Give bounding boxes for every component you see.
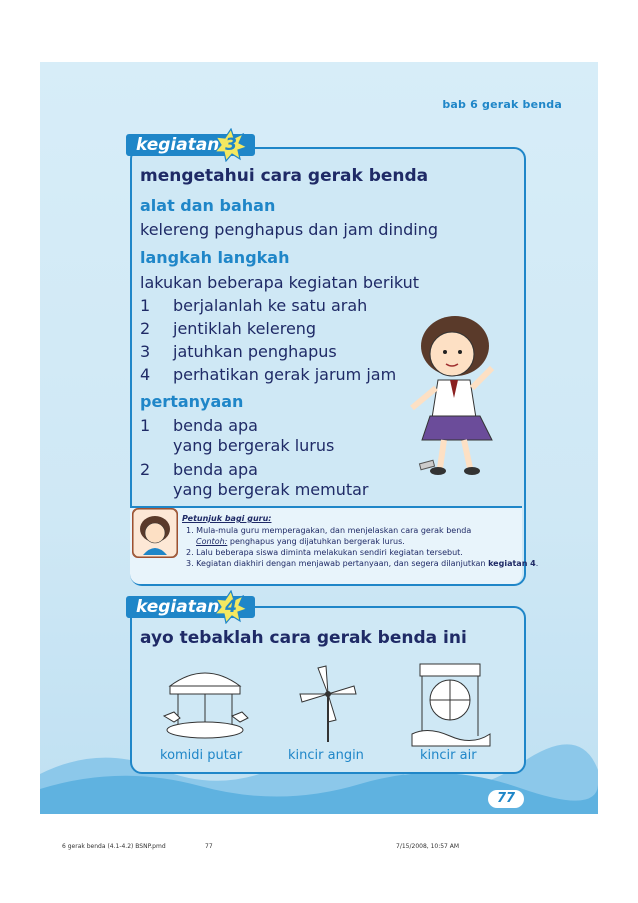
activity-3-title: mengetahui cara gerak benda [140, 166, 429, 186]
girl-illustration [400, 308, 510, 478]
materials-text: kelereng penghapus dan jam dinding [140, 220, 438, 239]
step-number: 2 [140, 319, 151, 338]
steps-intro: lakukan beberapa kegiatan berikut [140, 273, 420, 292]
activity-3-number: 3 [225, 135, 237, 155]
step-number: 1 [140, 296, 151, 315]
materials-heading: alat dan bahan [140, 196, 276, 215]
question-line: benda apa [173, 460, 258, 479]
caption-windmill: kincir angin [288, 748, 364, 763]
question-line: benda apa [173, 416, 258, 435]
questions-heading: pertanyaan [140, 392, 244, 411]
teacher-note-example-text: penghapus yang dijatuhkan bergerak lurus. [227, 537, 405, 546]
step-text: jentiklah kelereng [173, 319, 317, 338]
teacher-note-heading: Petunjuk bagi guru: [182, 514, 272, 523]
activity-4-number: 4 [225, 597, 237, 617]
question-line: yang bergerak lurus [173, 436, 335, 455]
activity-3-tag-label: kegiatan [136, 135, 220, 155]
steps-heading: langkah langkah [140, 248, 290, 267]
footer-file: 6 gerak benda (4.1-4.2) BSNP.pmd [62, 843, 166, 850]
teacher-note-item [186, 559, 538, 568]
footer-page: 77 [205, 843, 213, 850]
windmill-illustration [296, 664, 360, 744]
footer-date: 7/15/2008, 10:57 AM [396, 843, 460, 850]
teacher-note-item: 1. Mula-mula guru memperagakan, dan menjelaskan cara gerak benda [186, 526, 472, 535]
teacher-note-item: 2. Lalu beberapa siswa diminta melakukan sendiri kegiatan tersebut. [186, 548, 463, 557]
step-text: berjalanlah ke satu arah [173, 296, 368, 315]
step-number: 4 [140, 365, 151, 384]
question-line: yang bergerak memutar [173, 480, 369, 499]
caption-carousel: komidi putar [160, 748, 243, 763]
waterwheel-illustration [408, 656, 494, 748]
caption-waterwheel: kincir air [420, 748, 477, 763]
carousel-illustration [160, 660, 250, 742]
step-text: perhatikan gerak jarum jam [173, 365, 397, 384]
step-text: jatuhkan penghapus [173, 342, 337, 361]
page-number: 77 [488, 790, 524, 808]
teacher-note-example [196, 537, 405, 546]
step-number: 3 [140, 342, 151, 361]
question-number: 2 [140, 460, 151, 479]
question-number: 1 [140, 416, 151, 435]
activity-4-title: ayo tebaklah cara gerak benda ini [140, 628, 467, 648]
teacher-note-item3-text: 3. Kegiatan diakhiri dengan menjawab pertanyaan, dan segera dilanjutkan [186, 559, 489, 568]
teacher-note [130, 506, 539, 584]
teacher-note-item3-bold: kegiatan 4 [488, 559, 536, 568]
teacher-note-example-label: Contoh: [196, 537, 228, 546]
teacher-note-item3-end: . [535, 559, 539, 568]
activity-3-number-badge [214, 128, 248, 162]
eraser-icon [418, 458, 438, 472]
teacher-avatar [132, 508, 178, 558]
activity-4-tag-label: kegiatan [136, 597, 220, 617]
activity-4-number-badge [214, 590, 248, 624]
chapter-header: bab 6 gerak benda [442, 98, 562, 111]
